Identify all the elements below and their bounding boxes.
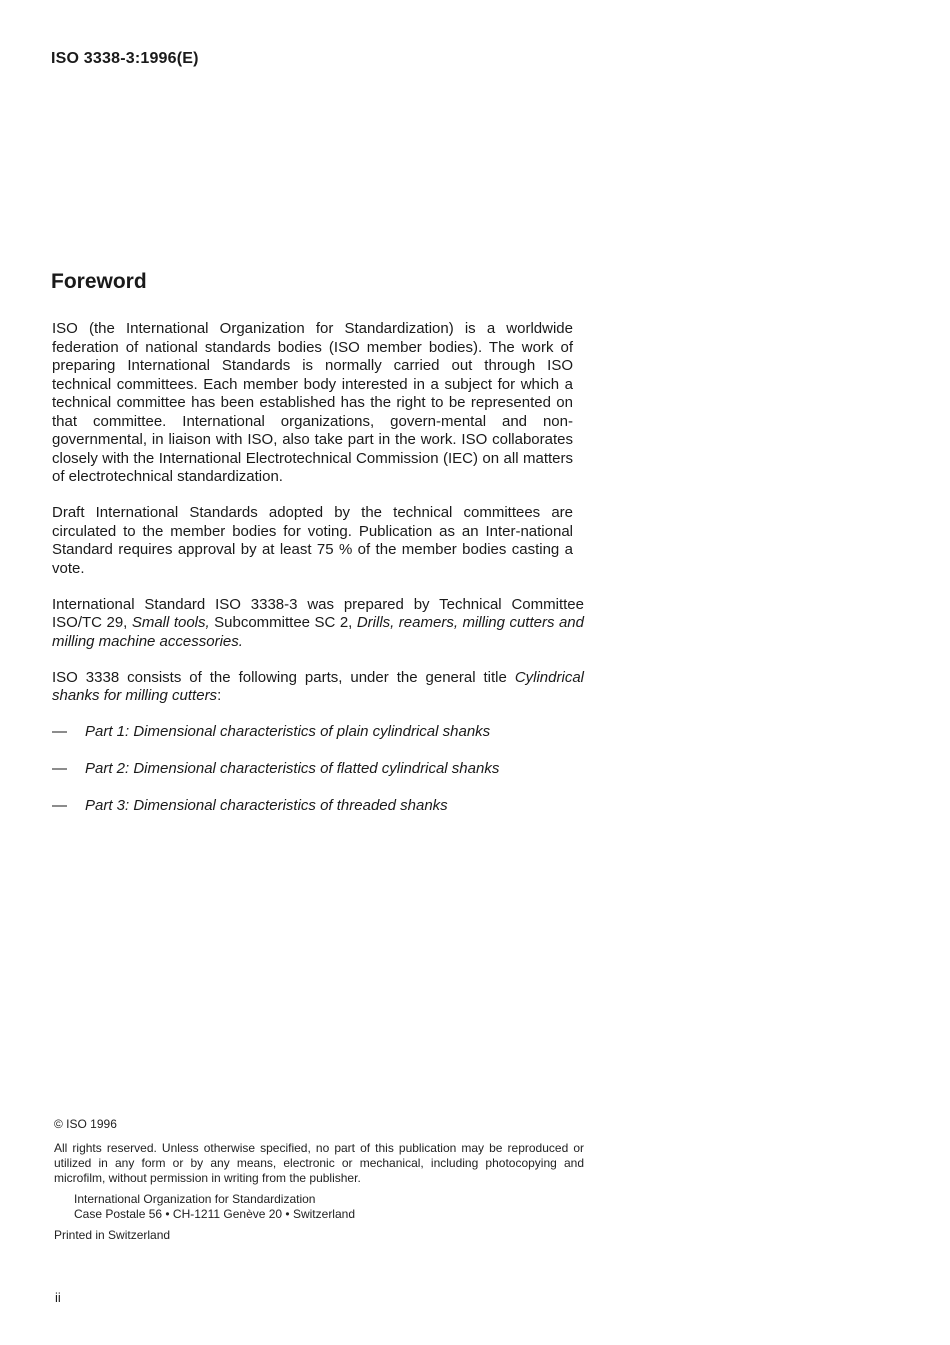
printed-in: Printed in Switzerland: [54, 1228, 171, 1242]
list-dash: —: [52, 723, 67, 740]
parts-intro-text-2: :: [217, 687, 222, 704]
preparation-paragraph: [52, 596, 584, 652]
copyright-footer: [54, 1117, 584, 1243]
rights-statement: All rights reserved. Unless otherwise specified, no part of this publication may be reproduced or utilized in any form or by any means, electronic or mechanical, including photocopying and microfilm, without permission in writing from the publisher.: [54, 1141, 584, 1185]
address-line: Case Postale 56 • CH-1211 Genève 20 • Switzerland: [74, 1207, 355, 1221]
publisher-address: [74, 1192, 584, 1222]
page-number: ii: [55, 1290, 61, 1305]
list-item: [52, 723, 584, 742]
parts-list: [52, 723, 584, 816]
parts-intro-paragraph: [52, 669, 584, 706]
preparation-italic-1: Small tools,: [131, 614, 210, 631]
foreword-body: [52, 320, 584, 834]
intro-paragraph: ISO (the International Organization for Standardization) is a worldwide federation of national standards bodies (ISO member bodies). The work of preparing International Standards is normally carried out through ISO technical committees. Each member body interested in a subject for which a technical committee has been established has the right to be represented on that committee. International organizations, govern-mental and non-governmental, in liaison with ISO, also take part in the work. ISO collaborates closely with the International Electrotechnical Commission (IEC) on all matters of electrotechnical standardization.: [52, 320, 573, 485]
parts-intro-text-1: ISO 3338 consists of the following parts, under the general title: [52, 668, 515, 686]
parts-intro-italic: Cylindrical shanks for milling cutters: [52, 668, 584, 704]
list-item-text: Part 3: Dimensional characteristics of threaded shanks: [85, 797, 448, 814]
list-item: [52, 760, 584, 779]
page-title: Foreword: [51, 270, 147, 293]
list-item: [52, 797, 584, 816]
list-item-text: Part 1: Dimensional characteristics of plain cylindrical shanks: [85, 723, 491, 740]
list-item-text: Part 2: Dimensional characteristics of flatted cylindrical shanks: [85, 760, 500, 777]
preparation-text-2: Subcommittee SC 2,: [209, 614, 357, 631]
list-dash: —: [52, 760, 67, 777]
preparation-text-1: International Standard ISO 3338-3 was prepared by Technical Committee ISO/TC 29,: [52, 595, 584, 631]
document-id: ISO 3338-3:1996(E): [51, 50, 199, 67]
copyright-notice: © ISO 1996: [54, 1117, 117, 1131]
draft-standards-paragraph: Draft International Standards adopted by the technical committees are circulated to the member bodies for voting. Publication as an Inter-national Standard requires approval by at least 75 % of the member bodies casting a vote.: [52, 504, 573, 577]
list-dash: —: [52, 797, 67, 814]
address-line: International Organization for Standardization: [74, 1192, 316, 1206]
preparation-italic-2: Drills, reamers, milling cutters and milling machine accessories.: [52, 614, 584, 650]
